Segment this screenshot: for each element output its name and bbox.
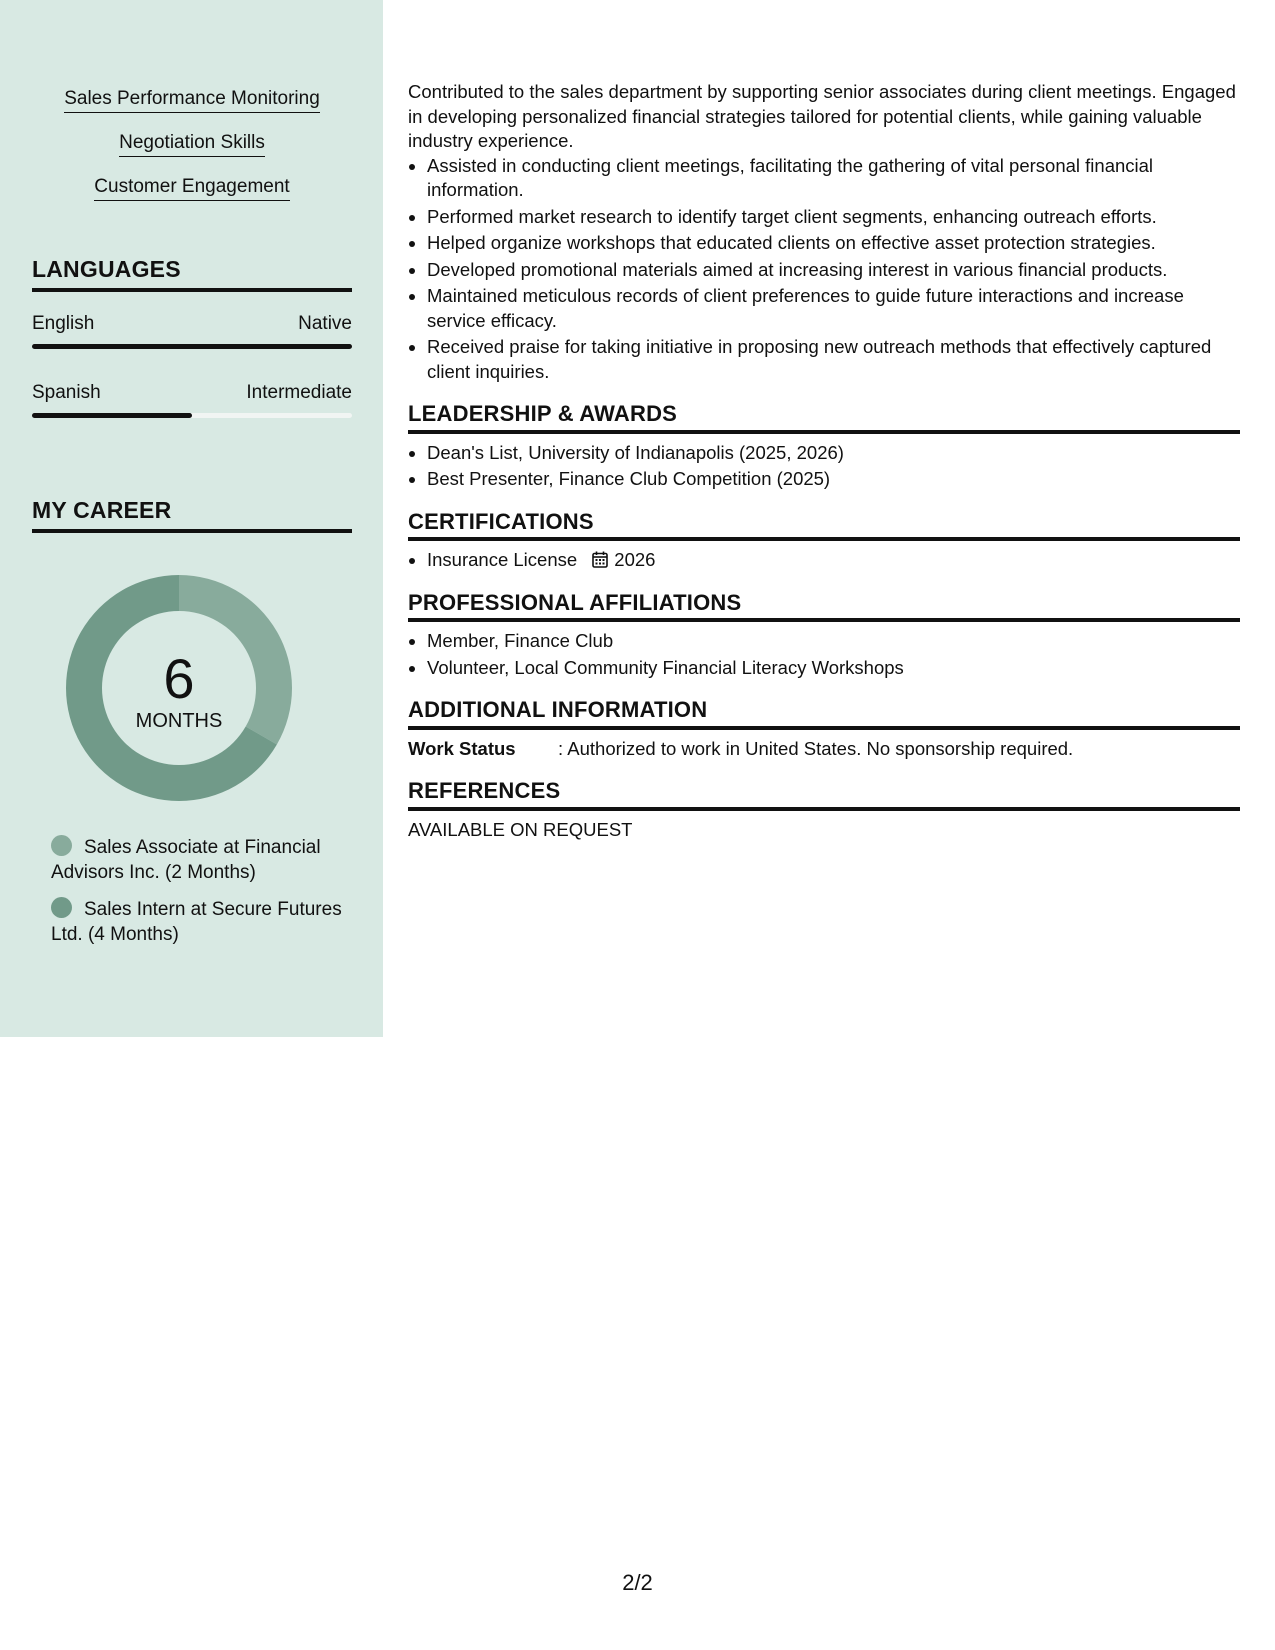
affiliations-heading: PROFESSIONAL AFFILIATIONS xyxy=(408,591,1240,623)
language-name: English xyxy=(32,313,95,334)
language-level: Native xyxy=(298,313,352,334)
skill-item: Customer Engagement xyxy=(94,174,289,201)
sidebar xyxy=(0,0,383,1037)
language-name: Spanish xyxy=(32,382,101,403)
proficiency-fill xyxy=(32,413,192,418)
language-proficiency-bar xyxy=(32,413,352,418)
legend-label: Sales Intern at Secure Futures Ltd. (4 Months) xyxy=(51,899,342,945)
experience-bullet: • Developed promotional materials aimed at increasing interest in various financial products. xyxy=(427,258,1240,283)
skills-list xyxy=(32,86,352,218)
career-donut-center xyxy=(66,575,292,801)
language-english xyxy=(32,312,352,349)
skill-item: Negotiation Skills xyxy=(119,130,265,157)
affiliation-item: • Volunteer, Local Community Financial Literacy Workshops xyxy=(427,656,1240,681)
certification-year: 2026 xyxy=(614,549,656,570)
work-status-value: : Authorized to work in United States. No sponsorship required. xyxy=(558,737,1074,759)
leadership-heading: LEADERSHIP & AWARDS xyxy=(408,402,1240,434)
experience-bullet: • Maintained meticulous records of client preferences to guide future interactions and increase service efficacy. xyxy=(427,284,1240,333)
calendar-icon xyxy=(592,551,608,568)
skill-item: Sales Performance Monitoring xyxy=(64,86,320,113)
proficiency-fill xyxy=(32,344,352,349)
experience-bullet: • Helped organize workshops that educated clients on effective asset protection strategies. xyxy=(427,231,1240,256)
experience-bullets xyxy=(408,154,1240,385)
main-content xyxy=(408,80,1240,842)
page-number: 2/2 xyxy=(622,1570,653,1595)
references-text: AVAILABLE ON REQUEST xyxy=(408,818,633,840)
career-unit: MONTHS xyxy=(135,710,223,732)
experience-bullet: • Assisted in conducting client meetings, facilitating the gathering of vital personal financial information. xyxy=(427,154,1240,203)
legend-dot xyxy=(51,897,72,918)
language-level: Intermediate xyxy=(246,382,352,403)
experience-bullet: • Performed market research to identify target client segments, enhancing outreach efforts. xyxy=(427,205,1240,230)
leadership-item: • Best Presenter, Finance Club Competition (2025) xyxy=(427,467,1240,492)
legend-label: Sales Associate at Financial Advisors Inc. (2 Months) xyxy=(51,837,321,883)
languages-heading: LANGUAGES xyxy=(32,256,352,292)
references-heading: REFERENCES xyxy=(408,779,1240,811)
affiliations-list xyxy=(408,629,1240,680)
experience-summary: Contributed to the sales department by supporting senior associates during client meetings. Engaged in developing personalized financial strategies tailored for potential clients, while gaining valuable industry experience. xyxy=(408,81,1236,151)
affiliation-item: • Member, Finance Club xyxy=(427,629,1240,654)
legend-dot xyxy=(51,835,72,856)
certification-item xyxy=(427,548,1240,573)
career-legend-item xyxy=(51,835,351,885)
certification-name: Insurance License xyxy=(427,549,578,570)
career-legend-item xyxy=(51,897,351,947)
career-total-months: 6 xyxy=(163,647,195,710)
work-status-row xyxy=(408,737,1240,762)
work-status-label: Work Status xyxy=(408,737,516,759)
language-proficiency-bar xyxy=(32,344,352,349)
certifications-heading: CERTIFICATIONS xyxy=(408,510,1240,542)
leadership-list xyxy=(408,441,1240,492)
certifications-list xyxy=(408,548,1240,573)
experience-bullet: • Received praise for taking initiative in proposing new outreach methods that effectively captured client inquiries. xyxy=(427,335,1240,384)
additional-info-heading: ADDITIONAL INFORMATION xyxy=(408,698,1240,730)
leadership-item: • Dean's List, University of Indianapolis (2025, 2026) xyxy=(427,441,1240,466)
career-heading: MY CAREER xyxy=(32,497,352,533)
language-spanish xyxy=(32,381,352,418)
